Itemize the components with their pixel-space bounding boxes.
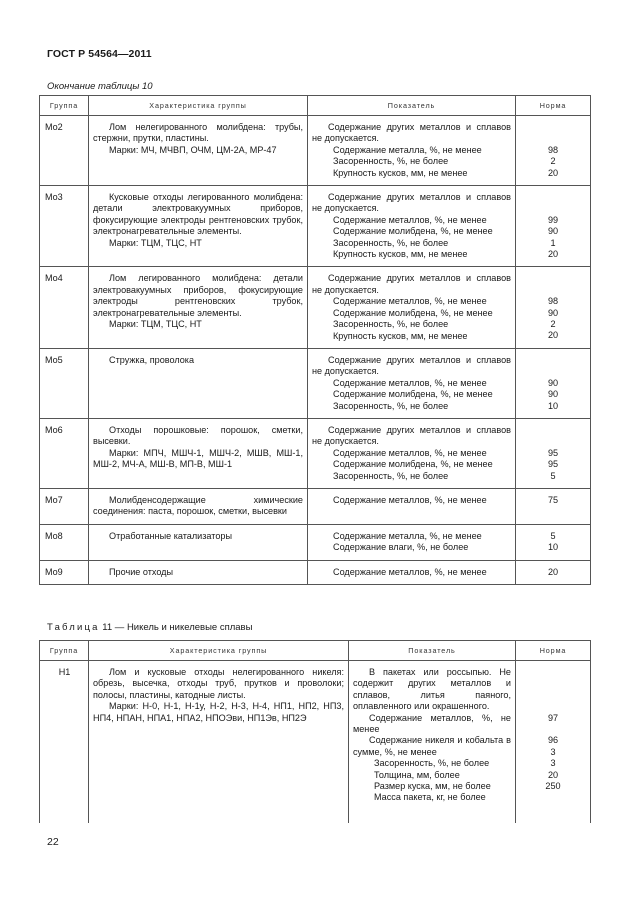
- norm-value: 98: [547, 296, 559, 307]
- cell-characteristic: [89, 116, 308, 186]
- page-number: 22: [47, 836, 59, 848]
- norm-value: 2: [550, 156, 556, 167]
- norm-value: 1: [550, 237, 556, 248]
- table-11: [39, 640, 591, 823]
- norm-value: 10: [547, 400, 559, 411]
- indicator-line: Засоренность, %, не более: [333, 470, 449, 481]
- cell-norm: [516, 116, 591, 186]
- cell-group: Mo9: [40, 560, 89, 584]
- indicator-line: Содержание металлов, %, не менее: [333, 296, 487, 307]
- table-row: [40, 524, 591, 560]
- indicator-line: Засоренность, %, не более: [333, 400, 449, 411]
- desc-line: Прочие отходы: [109, 566, 174, 577]
- indicator-line: Содержание металла, %, не менее: [333, 530, 482, 541]
- cell-norm: [516, 524, 591, 560]
- table-10: [39, 95, 591, 585]
- table-row: [40, 488, 591, 524]
- desc-line: Стружка, проволока: [109, 354, 195, 365]
- cell-group: Mo3: [40, 186, 89, 267]
- desc-line: Лом легированного молибдена: детали электровакуумных приборов, фокусирующие электроды рентгеновских трубок, электронагревательные элементы.: [93, 273, 303, 318]
- indicator-line: Содержание металлов, %, не менее: [333, 566, 487, 577]
- cell-characteristic: [89, 524, 308, 560]
- indicator-line: Размер куска, мм, не более: [374, 781, 491, 792]
- desc-line: Марки: ТЦМ, ТЦС, НТ: [109, 237, 202, 248]
- cell-indicator: [308, 348, 516, 418]
- indicator-lead: Содержание других металлов и сплавов не допускается.: [312, 273, 511, 295]
- table-row: [40, 661, 591, 824]
- table-row: [40, 186, 591, 267]
- desc-line: Лом и кусковые отходы нелегированного никеля: обрезь, высечка, отходы труб, прутков и проволоки; полосы, пластины, катодные листы.: [93, 667, 344, 700]
- norm-value: 90: [547, 307, 559, 318]
- indicator-lead: Содержание других металлов и сплавов не допускается.: [312, 122, 511, 144]
- cell-indicator: [349, 661, 516, 824]
- cell-group: Mo5: [40, 348, 89, 418]
- table-row: [40, 348, 591, 418]
- col-header-indicator: Показатель: [308, 96, 516, 116]
- table-row: [40, 418, 591, 488]
- cell-group: Н1: [40, 661, 89, 824]
- norm-value: 96: [547, 735, 559, 746]
- norm-value: 98: [547, 144, 559, 155]
- norm-value: 20: [547, 566, 559, 577]
- cell-indicator: [308, 560, 516, 584]
- col-header-characteristic: Характеристика группы: [89, 641, 349, 661]
- col-header-group: Группа: [40, 641, 89, 661]
- table-row: [40, 267, 591, 348]
- cell-indicator: [308, 116, 516, 186]
- norm-value: 97: [547, 712, 559, 723]
- table11-caption-label: Таблица: [47, 622, 100, 633]
- indicator-line: Содержание молибдена, %, не менее: [333, 226, 493, 237]
- indicator-line: Крупность кусков, мм, не менее: [333, 167, 468, 178]
- cell-norm: [516, 267, 591, 348]
- indicator-line: Содержание металлов, %, не менее: [353, 712, 511, 735]
- indicator-line: Содержание влаги, %, не более: [333, 542, 469, 553]
- norm-value: 90: [547, 226, 559, 237]
- cell-indicator: [308, 524, 516, 560]
- indicator-line: Крупность кусков, мм, не менее: [333, 330, 468, 341]
- norm-value: 99: [547, 214, 559, 225]
- cell-norm: [516, 488, 591, 524]
- cell-characteristic: [89, 348, 308, 418]
- cell-norm: [516, 418, 591, 488]
- desc-line: Марки: МПЧ, МШЧ-1, МШЧ-2, МШВ, МШ-1, МШ-2, МЧ-А, МШ-В, МП-В, МШ-1: [93, 447, 303, 470]
- norm-value: 95: [547, 459, 559, 470]
- col-header-norm: Норма: [516, 96, 591, 116]
- cell-indicator: [308, 267, 516, 348]
- norm-value: 20: [547, 330, 559, 341]
- norm-value: 20: [547, 249, 559, 260]
- cell-characteristic: [89, 488, 308, 524]
- col-header-characteristic: Характеристика группы: [89, 96, 308, 116]
- norm-value: 3: [550, 746, 556, 757]
- table-row: [40, 560, 591, 584]
- norm-value: 20: [547, 769, 559, 780]
- cell-norm: [516, 560, 591, 584]
- norm-value: 2: [550, 319, 556, 330]
- cell-characteristic: [89, 186, 308, 267]
- indicator-line: Толщина, мм, более: [374, 769, 460, 780]
- indicator-line: Засоренность, %, не более: [333, 156, 449, 167]
- indicator-line: Засоренность, %, не более: [333, 237, 449, 248]
- table10-header-row: [40, 96, 591, 116]
- indicator-lead: Содержание других металлов и сплавов не допускается.: [312, 424, 511, 447]
- indicator-line: Содержание молибдена, %, не менее: [333, 389, 493, 400]
- norm-value: 20: [547, 167, 559, 178]
- indicator-line: Содержание молибдена, %, не менее: [333, 459, 493, 470]
- cell-indicator: [308, 186, 516, 267]
- table11-caption-title: 11 — Никель и никелевые сплавы: [102, 622, 253, 633]
- indicator-line: Содержание металлов, %, не менее: [333, 494, 487, 505]
- desc-line: Отработанные катализаторы: [109, 530, 232, 541]
- norm-value: 90: [547, 377, 559, 388]
- desc-line: Лом нелегированного молибдена: трубы, стержни, прутки, пластины.: [93, 122, 303, 144]
- norm-value: 95: [547, 447, 559, 458]
- cell-characteristic: [89, 418, 308, 488]
- indicator-line: Содержание металлов, %, не менее: [333, 447, 487, 458]
- norm-value: 3: [550, 758, 556, 769]
- cell-group: Mo8: [40, 524, 89, 560]
- norm-value: 5: [550, 530, 556, 541]
- norm-value: 250: [545, 780, 561, 791]
- col-header-group: Группа: [40, 96, 89, 116]
- cell-indicator: [308, 418, 516, 488]
- cell-characteristic: [89, 661, 349, 824]
- desc-line: Марки: МЧ, МЧВП, ОЧМ, ЦМ-2А, МР-47: [109, 144, 277, 155]
- norm-value: 90: [547, 389, 559, 400]
- indicator-line: Содержание молибдена, %, не менее: [333, 307, 493, 318]
- document-header: ГОСТ Р 54564—2011: [47, 48, 152, 60]
- table11-caption: [47, 622, 252, 633]
- col-header-norm: Норма: [516, 641, 591, 661]
- table11-header-row: [40, 641, 591, 661]
- indicator-line: Масса пакета, кг, не более: [374, 792, 486, 803]
- norm-value: 10: [547, 542, 559, 553]
- indicator-line: Содержание никеля и кобальта в сумме, %, не менее: [353, 735, 511, 757]
- desc-line: Молибденсодержащие химические соединения: паста, порошок, сметки, высевки: [93, 494, 303, 517]
- desc-line: Марки: ТЦМ, ТЦС, НТ: [109, 319, 202, 330]
- desc-line: Отходы порошковые: порошок, сметки, высевки.: [93, 424, 303, 447]
- col-header-indicator: Показатель: [349, 641, 516, 661]
- indicator-lead: Содержание других металлов и сплавов не допускается.: [312, 192, 511, 214]
- indicator-line: Крупность кусков, мм, не менее: [333, 249, 468, 260]
- indicator-line: Содержание металлов, %, не менее: [333, 377, 487, 388]
- indicator-line: Содержание металлов, %, не менее: [333, 214, 487, 225]
- cell-norm: [516, 348, 591, 418]
- cell-characteristic: [89, 267, 308, 348]
- cell-group: Mo2: [40, 116, 89, 186]
- cell-norm: [516, 661, 591, 824]
- cell-norm: [516, 186, 591, 267]
- indicator-line: Засоренность, %, не более: [374, 758, 490, 769]
- cell-characteristic: [89, 560, 308, 584]
- indicator-lead: В пакетах или россыпью. Не содержит других металлов и сплавов, литья паяного, оплавленного или окрашенного.: [353, 667, 511, 712]
- cell-indicator: [308, 488, 516, 524]
- cell-group: Mo7: [40, 488, 89, 524]
- indicator-line: Содержание металла, %, не менее: [333, 144, 482, 155]
- desc-line: Марки: Н-0, Н-1, Н-1у, Н-2, Н-3, Н-4, НП1, НП2, НП3, НП4, НПАН, НПА1, НПА2, НПОЭви, НП1Эв, НП2Э: [93, 701, 344, 723]
- desc-line: Кусковые отходы легированного молибдена: детали электровакуумных приборов, фокусирующие электроды рентгеновских трубок, электронагревательные элементы.: [93, 192, 303, 237]
- norm-value: 75: [547, 494, 559, 505]
- indicator-line: Засоренность, %, не более: [333, 319, 449, 330]
- cell-group: Mo6: [40, 418, 89, 488]
- table10-caption: Окончание таблицы 10: [47, 81, 153, 92]
- cell-group: Mo4: [40, 267, 89, 348]
- table-row: [40, 116, 591, 186]
- norm-value: 5: [550, 470, 556, 481]
- indicator-lead: Содержание других металлов и сплавов не допускается.: [312, 354, 511, 377]
